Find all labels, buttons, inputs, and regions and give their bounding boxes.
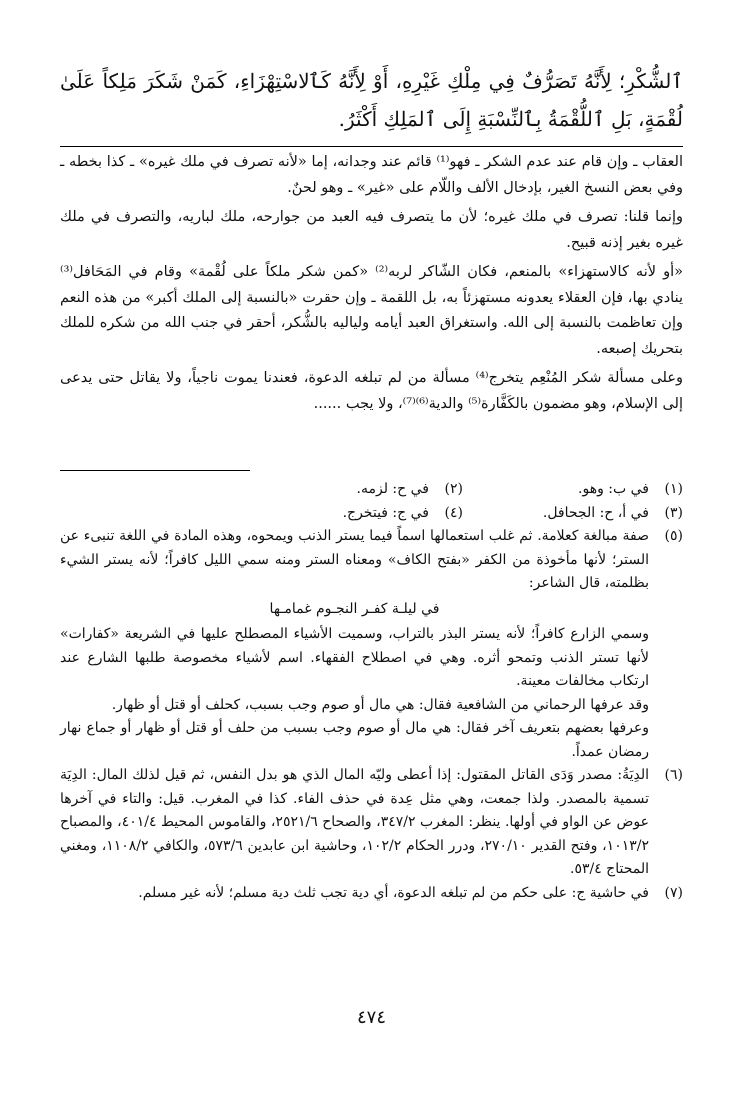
footnote-text: في أ، ح: الجحافل. [542, 504, 649, 521]
footnote-pair [60, 502, 683, 526]
footnote-5 [60, 525, 683, 764]
commentary-paragraph [60, 366, 683, 417]
page-number: ٤٧٤ [356, 1007, 386, 1028]
footnote-text: وقد عرفها الرحماني من الشافعية فقال: هي مال أو صوم وجب بسبب، كحلف أو قتل أو ظهار. [111, 696, 649, 713]
footnote-number: (١) [664, 481, 683, 497]
footnote-number: (٤) [444, 504, 463, 521]
commentary [60, 150, 683, 421]
header-divider [60, 146, 683, 147]
footnote-2 [243, 478, 463, 502]
commentary-paragraph: «أو لأنه كالاستهزاء» بالمنعم، فكان الشّاكر لربه⁽²⁾ «كمن شكر ملكاً على لُقْمة» وقام في المَحَافل⁽³⁾ ينادي بها، فإن العقلاء يعدونه مستهزئاً به، بل اللقمة ـ وإن حقرت «بالنسبة إلى الملك أكبر» من هذه النعم وإن تعاظمت بالنسبة إلى الله. واستغراق العبد أيامه ولياليه بالشُّكر، أحقر في جنب الله من شكره للملك بتحريك إصبعه. [60, 264, 683, 357]
commentary-paragraph: العقاب ـ وإن قام عند عدم الشكر ـ فهو⁽¹⁾ قائم عند وجدانه، إما «لأنه تصرف في ملك غيره» ـ كذا بخطه ـ وفي بعض النسخ الغير، بإدخال الألف واللّام على «غير» ـ وهو لحنٌ. [60, 154, 683, 196]
matn-text: ٱلشُّكْرِ؛ لِأَنَّهُ تَصَرُّفٌ فِي مِلْكِ غَيْرِهِ، أَوْ لِأَنَّهُ كَٱلاسْتِهْزَاءِ، كَمَنْ شَكَرَ مَلِكاً عَلَىٰ لُقْمَةٍ، بَلِ ٱللُّقْمَةُ بِٱلنِّسْبَةِ إِلَى ٱلمَلِكِ أَكْثَرُ. [60, 69, 683, 131]
footnote-text: وعرفها بعضهم بتعريف آخر فقال: هي مال أو صوم وجب بسبب من حلف أو قتل أو ظهار أو جماع نهار رمضان عمداً. [60, 720, 649, 760]
footnote-text: في ج: فيتخرج. [342, 504, 429, 521]
footnote-1 [463, 478, 683, 502]
footnote-3 [463, 502, 683, 526]
footnote-text: في حاشية ج: على حكم من لم تبلغه الدعوة، أي دية تجب ثلث دية مسلم؛ لأنه غير مسلم. [138, 884, 649, 901]
poetry-verse: في ليلـة كفـر النجـوم غمامـها [269, 600, 440, 617]
footnote-number: (٣) [664, 504, 683, 521]
commentary-paragraph: وإنما قلنا: تصرف في ملك غيره؛ لأن ما يتصرف فيه العبد من جوارحه، ملك لباريه، والتصرف في ملك غيره بغير إذنه قبيح. [60, 209, 683, 251]
ellipsis-dots: ...... [313, 395, 342, 412]
footnote-text: الدِيَةُ: مصدر وَدَى القاتل المقتول: إذا أعطى وليّه المال الذي هو بدل النفس، ثم قيل لذلك المال: الدِيَة تسمية بالمصدر. ولذا جمعت، وهي مثل عِدة في حذف الفاء. كذا في المغرب. قيل: والتاء في آخرها عوض عن الواو في أولها. ينظر: المغرب ٣٤٧/٢، والصحاح ٢٥٢١/٦، والقاموس المحيط ٤٠١/٤، والمصباح ١٠١٣/٢، وفتح القدير ٢٧٠/١٠، ودرر الحكام ١٠٢/٢، وحاشية ابن عابدين ٥٧٣/٦، والكافي ١١٠٨/٢، ومغني المحتاج ٥٣/٤. [60, 767, 649, 877]
footnote-4 [243, 502, 463, 526]
footnotes [60, 478, 683, 905]
footnote-text: في ح: لزمه. [356, 481, 429, 497]
footnote-number: (٥) [664, 528, 683, 544]
footnote-7 [60, 882, 683, 906]
footnote-number: (٢) [444, 481, 463, 497]
footnote-text: في ب: وهو. [578, 481, 649, 497]
footnote-text: وسمي الزارع كافراً؛ لأنه يستر البذر بالتراب، وسميت الأشياء المصطلح عليها في الشريعة «كفارات» لأنها تستر الذنب وتمحو أثره. وهي في اصطلاح الفقهاء. اسم لأشياء مخصوصة طلبها الشارع عند ارتكاب مخالفات معينة. [60, 626, 649, 689]
footnote-6 [60, 764, 683, 882]
footnote-pair [60, 478, 683, 502]
footnote-number: (٦) [664, 767, 683, 783]
footnote-text: صفة مبالغة كعلامة. ثم غلب استعمالها اسماً فيما يستر الذنب ويمحوه، وهذه المادة في اللغة تنبىء عن الستر؛ لأنها مأخوذة من الكفر «بفتح الكاف» ومعناه الستر ومنه سمي الليل كافراً؛ لأنه يستر الشيء بظلمته، قال الشاعر: [60, 528, 649, 591]
footnote-number: (٧) [664, 884, 683, 901]
commentary-text: وعلى مسألة شكر المُنْعِم يتخرج⁽⁴⁾ مسألة من لم تبلغه الدعوة، فعندنا يموت ناجياً، ولا يقاتل حتى يدعى إلى الإسلام، وهو مضمون بالكَفَّارة⁽⁵⁾ والدية⁽⁶⁾⁽⁷⁾، ولا يجب [60, 370, 683, 412]
footnote-divider [60, 470, 250, 471]
